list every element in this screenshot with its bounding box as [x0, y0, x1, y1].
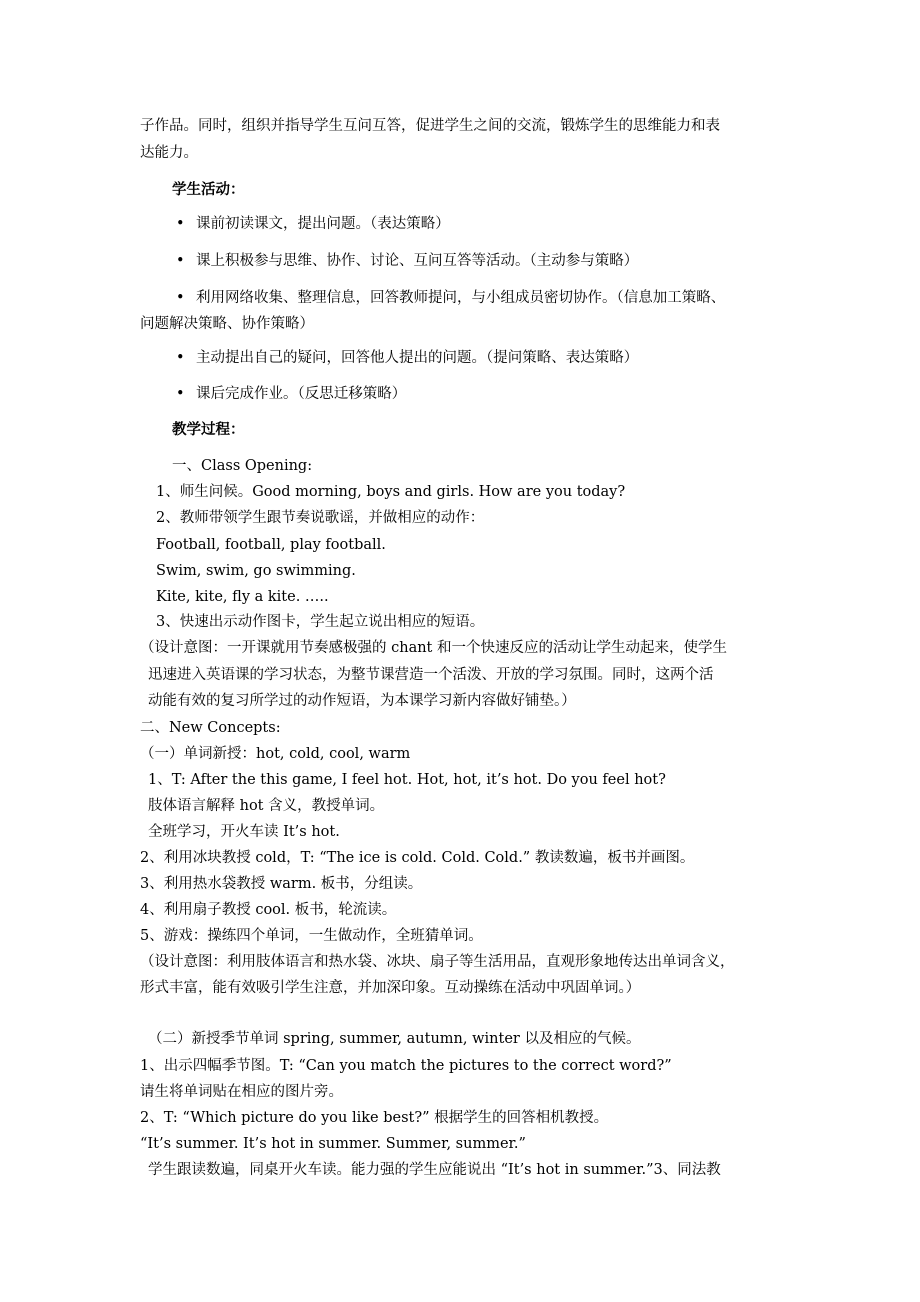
process-line: 1、师生问候。Good morning, boys and girls. How are you today?: [156, 484, 626, 500]
design-intent-line: 形式丰富，能有效吸引学生注意，并加深印象。互动操练在活动中巩固单词。）: [140, 980, 641, 996]
process-line: 请生将单词贴在相应的图片旁。: [140, 1084, 343, 1100]
process-line: 2、教师带领学生跟节奏说歌谣，并做相应的动作：: [156, 510, 485, 526]
process-line: （二）新授季节单词 spring, summer, autumn, winter 以及相应的气候。: [148, 1031, 641, 1047]
activity-item-4: 主动提出自己的疑问，回答他人提出的问题。（提问策略、表达策略）: [196, 350, 639, 366]
process-line: 2、利用冰块教授 cold，T: “The ice is cold. Cold. Cold.” 教读数遍，板书并画图。: [140, 850, 695, 866]
process-line: 肢体语言解释 hot 含义，教授单词。: [148, 798, 385, 814]
bullet-icon: •: [176, 253, 185, 269]
design-intent-line: （设计意图：利用肢体语言和热水袋、冰块、扇子等生活用品，直观形象地传达出单词含义，: [140, 954, 735, 970]
design-intent-line: 动能有效的复习所学过的动作短语，为本课学习新内容做好铺垫。）: [148, 693, 576, 709]
process-line: 1、T: After the this game, I feel hot. Hot, hot, it’s hot. Do you feel hot?: [148, 772, 666, 788]
process-line: 学生跟读数遍，同桌开火车读。能力强的学生应能说出 “It’s hot in summer.”3、同法教: [148, 1162, 721, 1178]
design-intent-line: （设计意图：一开课就用节奏感极强的 chant 和一个快速反应的活动让学生动起来，使学生: [140, 640, 727, 656]
process-line: （一）单词新授：hot, cold, cool, warm: [140, 746, 411, 762]
activity-item-3: 利用网络收集、整理信息，回答教师提问，与小组成员密切协作。（信息加工策略、: [196, 290, 726, 306]
bullet-icon: •: [176, 290, 185, 306]
process-line: 4、利用扇子教授 cool. 板书，轮流读。: [140, 902, 397, 918]
process-line: 一、Class Opening:: [172, 458, 313, 474]
process-line: 全班学习，开火车读 It’s hot.: [148, 824, 340, 840]
intro-line-1: 子作品。同时，组织并指导学生互问互答，促进学生之间的交流，锻炼学生的思维能力和表: [140, 118, 720, 134]
activity-item-3-cont: 问题解决策略、协作策略）: [140, 316, 314, 332]
design-intent-line: 迅速进入英语课的学习状态，为整节课营造一个活泼、开放的学习氛围。同时，这两个活: [148, 667, 714, 683]
process-line: 2、T: “Which picture do you like best?” 根据学生的回答相机教授。: [140, 1110, 609, 1126]
process-line: 二、New Concepts:: [140, 720, 281, 736]
process-line: Football, football, play football.: [156, 537, 386, 553]
process-line: Kite, kite, fly a kite. …..: [156, 589, 329, 605]
process-line: 1、出示四幅季节图。T: “Can you match the pictures to the correct word?”: [140, 1058, 672, 1074]
student-activities-heading: 学生活动：: [172, 181, 245, 198]
process-line: 3、快速出示动作图卡，学生起立说出相应的短语。: [156, 614, 485, 630]
process-heading: 教学过程：: [172, 421, 245, 438]
process-line: 3、利用热水袋教授 warm. 板书，分组读。: [140, 876, 423, 892]
activity-item-2: 课上积极参与思维、协作、讨论、互问互答等活动。（主动参与策略）: [196, 253, 639, 269]
activity-item-1: 课前初读课文，提出问题。（表达策略）: [196, 216, 450, 232]
activity-item-5: 课后完成作业。（反思迁移策略）: [196, 386, 407, 402]
intro-line-2: 达能力。: [140, 145, 198, 161]
bullet-icon: •: [176, 216, 185, 232]
bullet-icon: •: [176, 386, 185, 402]
process-line: “It’s summer. It’s hot in summer. Summer, summer.”: [140, 1136, 526, 1152]
process-line: Swim, swim, go swimming.: [156, 563, 356, 579]
process-line: 5、游戏：操练四个单词，一生做动作，全班猜单词。: [140, 928, 483, 944]
bullet-icon: •: [176, 350, 185, 366]
